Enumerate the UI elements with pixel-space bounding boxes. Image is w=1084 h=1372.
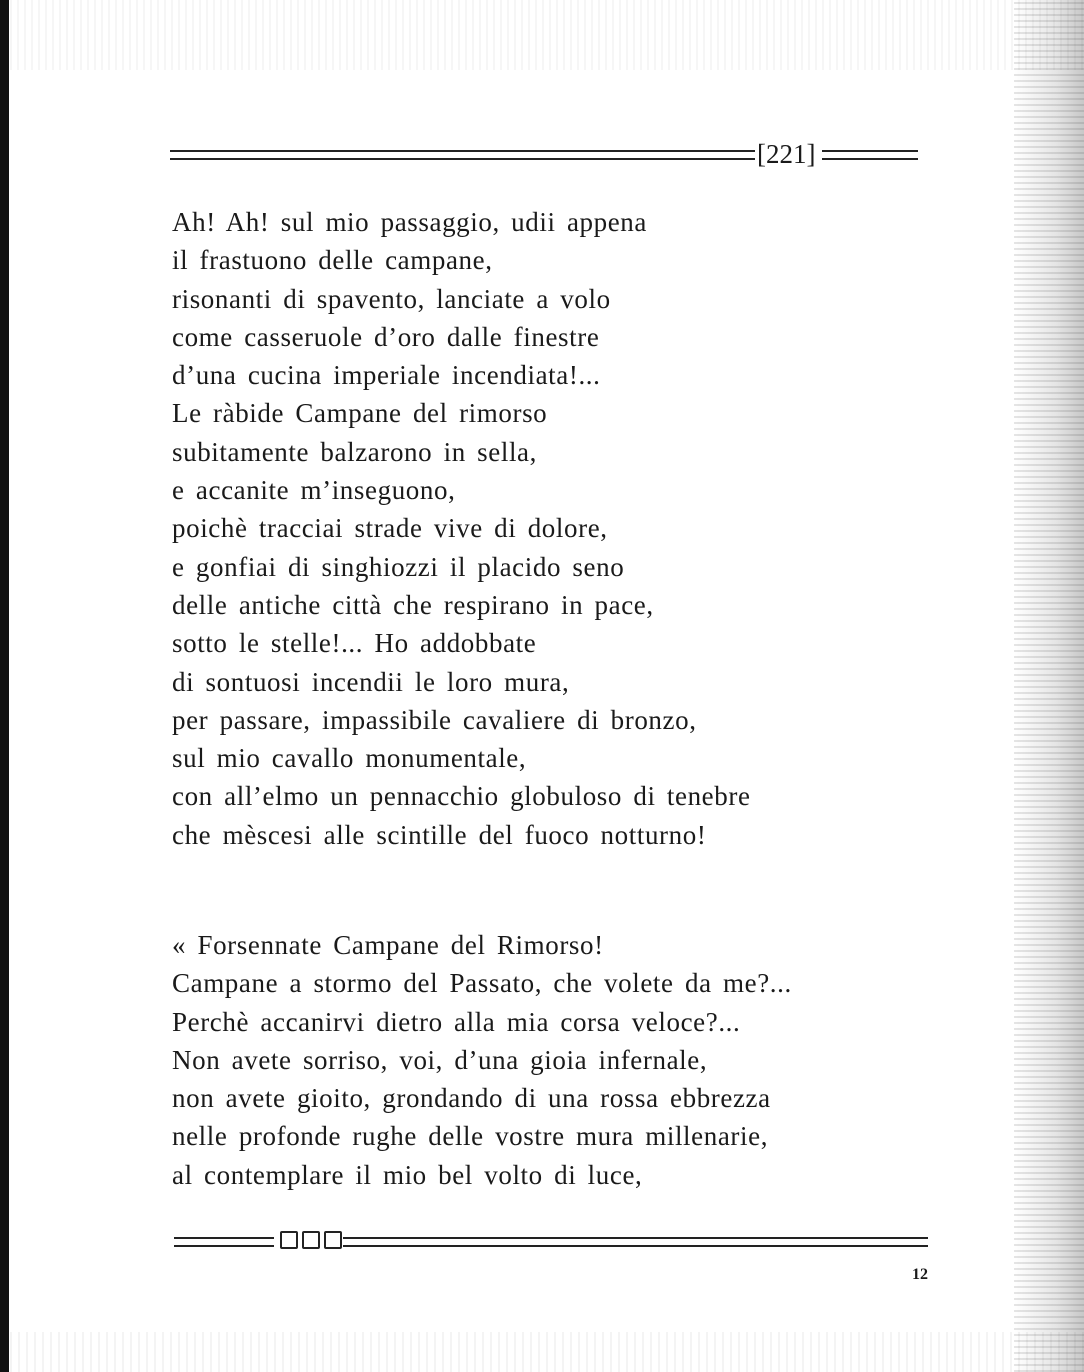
header-rule-right [822,150,918,160]
poem-line: sotto le stelle!... Ho addobbate [172,628,537,659]
poem-line: subitamente balzarono in sella, [172,436,537,467]
poem-stanza-1 [172,203,751,854]
footer-ornament [280,1231,342,1249]
header-rule-left [170,150,755,160]
page-number: [221] [757,139,816,169]
poem-line: delle antiche città che respirano in pace, [172,589,654,620]
poem-line: come casseruole d’oro dalle finestre [172,321,600,352]
page-binding-edge [0,0,9,1372]
poem-line: Campane a stormo del Passato, che volete da me?... [172,968,792,999]
poem-line: Perchè accanirvi dietro alla mia corsa veloce?... [172,1006,741,1037]
poem-line: non avete gioito, grondando di una rossa ebbrezza [172,1083,771,1114]
poem-line: al contemplare il mio bel volto di luce, [172,1159,643,1190]
poem-line: e gonfiai di singhiozzi il placido seno [172,551,625,582]
poem-line: Ah! Ah! sul mio passaggio, udii appena [172,207,647,237]
poem-line: nelle profonde rughe delle vostre mura millenarie, [172,1121,769,1152]
poem-line: poichè tracciai strade vive di dolore, [172,513,608,544]
poem-line: risonanti di spavento, lanciate a volo [172,283,611,314]
poem-line: e accanite m’inseguono, [172,475,456,506]
poem-line: per passare, impassibile cavaliere di bronzo, [172,704,697,735]
poem-stanza-2 [172,926,792,1194]
scan-noise-top [10,0,1084,70]
ornament-box [280,1231,298,1249]
poem-line: sul mio cavallo monumentale, [172,743,527,774]
poem-line: il frastuono delle campane, [172,245,493,276]
poem-line: che mèscesi alle scintille del fuoco notturno! [172,819,707,850]
signature-mark: 12 [912,1266,928,1283]
poem-line: Non avete sorriso, voi, d’una gioia infernale, [172,1044,708,1075]
poem-line: Le ràbide Campane del rimorso [172,398,548,429]
scan-noise-right [1014,0,1084,1372]
scan-noise-bottom [10,1332,1084,1372]
footer-rule-left [174,1237,274,1247]
footer-rule-right [343,1237,928,1247]
poem-line: di sontuosi incendii le loro mura, [172,666,570,697]
ornament-box [302,1231,320,1249]
poem-line: d’una cucina imperiale incendiata!... [172,360,601,391]
ornament-box [324,1231,342,1249]
poem-line: con all’elmo un pennacchio globuloso di tenebre [172,781,751,812]
poem-line: « Forsennate Campane del Rimorso! [172,930,604,960]
